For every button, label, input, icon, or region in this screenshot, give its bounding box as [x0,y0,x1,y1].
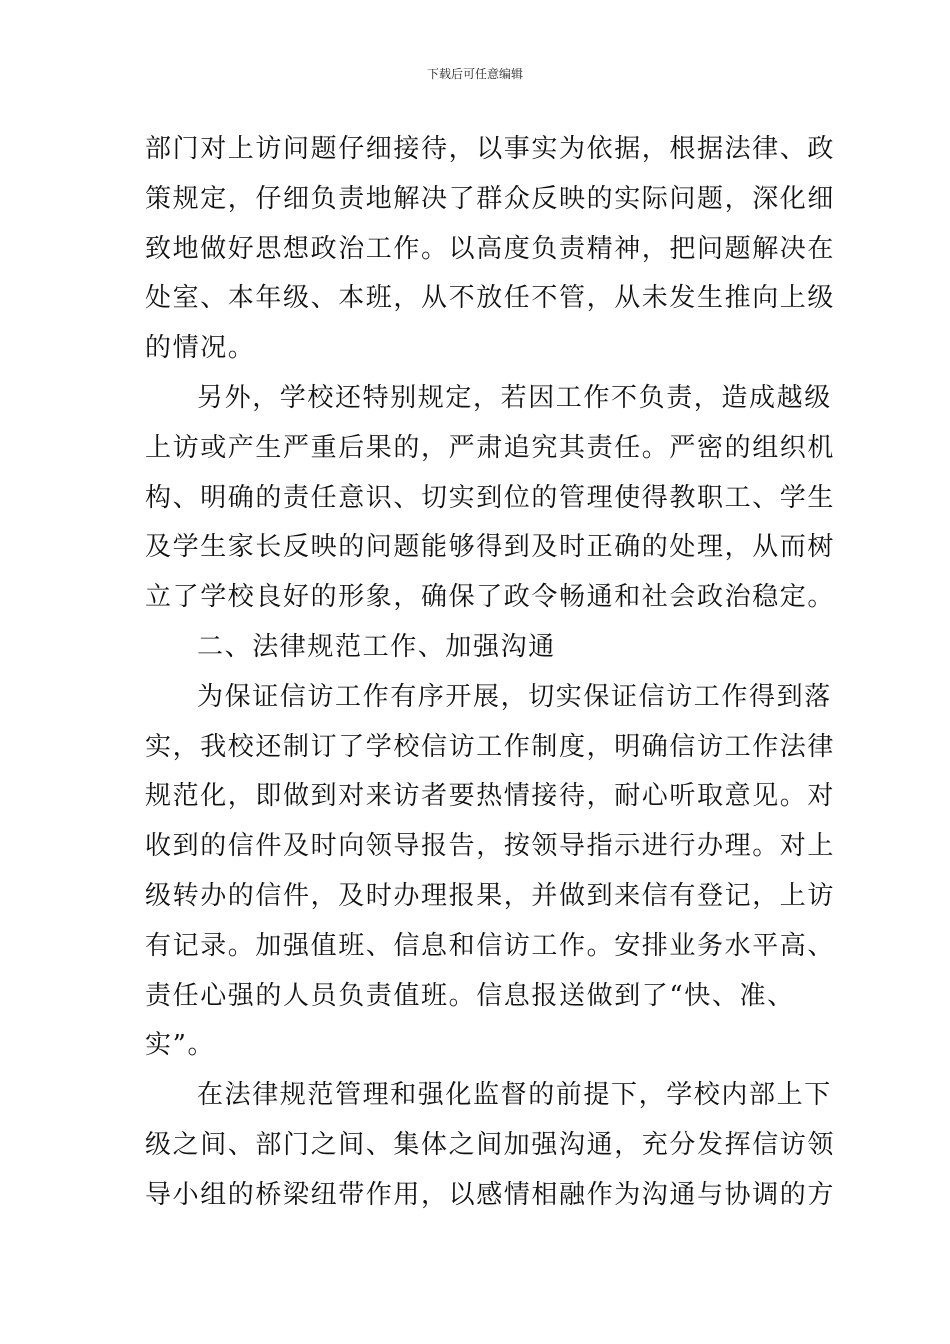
text-line: 实，我校还制订了学校信访工作制度，明确信访工作法律 [145,731,836,762]
text-line: 在法律规范管理和强化监督的前提下，学校内部上下 [197,1080,832,1111]
text-line: 导小组的桥梁纽带作用，以感情相融作为沟通与协调的方 [145,1179,836,1210]
text-line: 收到的信件及时向领导报告，按领导指示进行办理。对上 [145,831,836,862]
text-line: 规范化，即做到对来访者要热情接待，耐心听取意见。对 [145,781,836,812]
text-line: 立了学校良好的形象，确保了政令畅通和社会政治稳定。 [145,582,836,613]
text-line: 上访或产生严重后果的，严肃追究其责任。严密的组织机 [145,432,836,463]
text-line: 致地做好思想政治工作。以高度负责精神，把问题解决在 [145,233,836,264]
text-line: 及学生家长反映的问题能够得到及时正确的处理，从而树 [145,532,836,563]
text-line: 的情况。 [145,333,256,364]
text-line: 有记录。加强值班、信息和信访工作。安排业务水平高、 [145,930,836,961]
text-line: 构、明确的责任意识、切实到位的管理使得教职工、学生 [145,482,836,513]
text-line: 策规定，仔细负责地解决了群众反映的实际问题，深化细 [145,183,836,214]
text-line: 级之间、部门之间、集体之间加强沟通，充分发挥信访领 [145,1129,836,1160]
page-header: 下载后可任意编辑 [426,67,523,81]
text-line: 实”。 [145,1030,216,1061]
text-line: 级转办的信件，及时办理报果，并做到来信有登记，上访 [145,880,836,911]
text-line: 部门对上访问题仔细接待，以事实为依据，根据法律、政 [145,134,836,164]
body-text [145,125,836,1221]
text-line: 为保证信访工作有序开展，切实保证信访工作得到落 [197,681,832,712]
text-line: 另外，学校还特别规定，若因工作不负责，造成越级 [197,382,832,413]
text-line: 责任心强的人员负责值班。信息报送做到了“快、准、 [145,980,795,1011]
text-line: 处室、本年级、本班，从不放任不管，从未发生推向上级 [145,283,836,314]
text-line: 二、法律规范工作、加强沟通 [197,631,556,662]
